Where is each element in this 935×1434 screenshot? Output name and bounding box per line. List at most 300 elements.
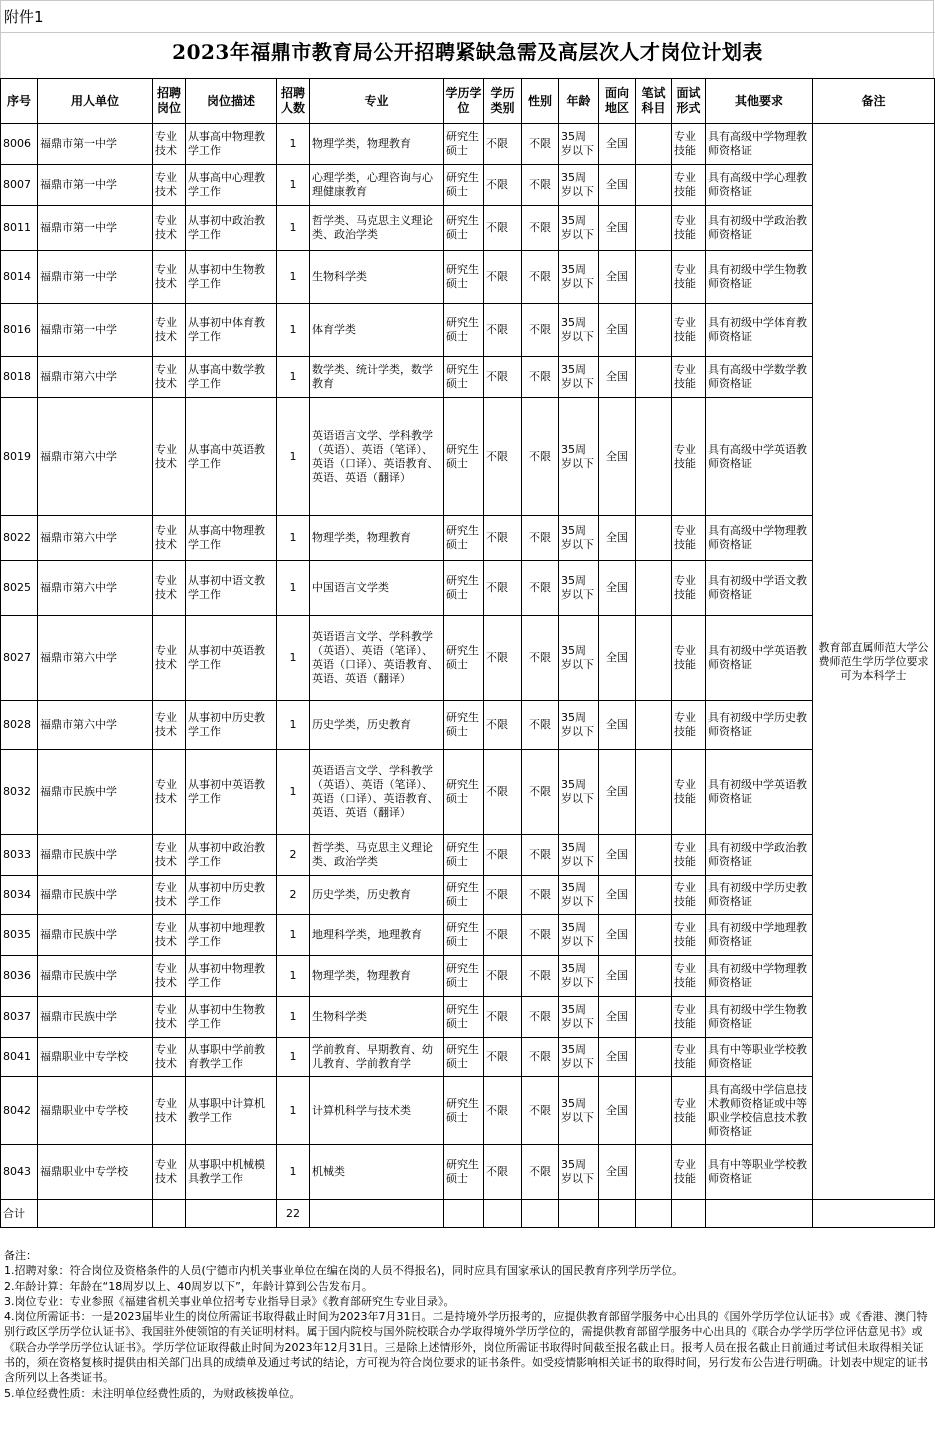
cell-degree: 研究生硕士 [444,750,484,835]
cell-age: 35周岁以下 [559,304,599,357]
cell-post: 专业技术 [153,561,186,616]
cell-written-exam [636,561,672,616]
cell-interview: 专业技能 [672,304,706,357]
cell-post: 专业技术 [153,701,186,750]
cell-count: 1 [277,251,310,304]
cell-seq: 8016 [1,304,38,357]
cell-degree-type: 不限 [484,165,522,206]
cell-gender: 不限 [522,956,559,997]
cell-age: 35周岁以下 [559,915,599,956]
cell-other-requirements: 具有初级中学英语教师资格证 [706,750,813,835]
cell-description: 从事职中机械模具教学工作 [186,1145,277,1200]
cell-interview: 专业技能 [672,398,706,516]
cell-unit: 福鼎职业中专学校 [38,1038,153,1077]
cell-degree-type: 不限 [484,1038,522,1077]
cell-interview: 专业技能 [672,956,706,997]
cell-seq: 8011 [1,206,38,251]
cell-seq: 8006 [1,124,38,165]
position-plan-table [0,78,935,1228]
cell-major: 中国语言文学类 [310,561,444,616]
cell-gender: 不限 [522,701,559,750]
cell-gender: 不限 [522,835,559,876]
cell-degree-type: 不限 [484,835,522,876]
cell-description: 从事初中英语教学工作 [186,616,277,701]
header-count: 招聘人数 [277,79,310,124]
cell-description: 从事初中语文教学工作 [186,561,277,616]
attachment-label: 附件1 [4,8,44,26]
cell-age: 35周岁以下 [559,997,599,1038]
cell-written-exam [636,616,672,701]
cell-other-requirements: 具有初级中学生物教师资格证 [706,251,813,304]
cell-description: 从事初中生物教学工作 [186,997,277,1038]
cell-written-exam [636,1145,672,1200]
cell-written-exam [636,165,672,206]
cell-unit: 福鼎职业中专学校 [38,1145,153,1200]
cell-unit: 福鼎市第一中学 [38,251,153,304]
cell-degree-type: 不限 [484,956,522,997]
cell-unit: 福鼎市民族中学 [38,956,153,997]
cell-count: 1 [277,1145,310,1200]
cell-seq: 8019 [1,398,38,516]
cell-gender: 不限 [522,1145,559,1200]
cell-written-exam [636,357,672,398]
cell-degree: 研究生硕士 [444,357,484,398]
cell-post: 专业技术 [153,997,186,1038]
cell-major: 历史学类，历史教育 [310,701,444,750]
cell-interview: 专业技能 [672,357,706,398]
cell-other-requirements: 具有初级中学地理教师资格证 [706,915,813,956]
cell-post: 专业技术 [153,876,186,915]
cell-count: 1 [277,616,310,701]
cell-other-requirements: 具有初级中学生物教师资格证 [706,997,813,1038]
cell-count: 2 [277,835,310,876]
cell-major: 历史学类，历史教育 [310,876,444,915]
header-row [1,79,935,124]
notes-section [4,1248,930,1401]
cell-written-exam [636,304,672,357]
cell-post: 专业技术 [153,251,186,304]
cell-seq: 8036 [1,956,38,997]
cell-age: 35周岁以下 [559,876,599,915]
cell-major: 物理学类，物理教育 [310,124,444,165]
note-item: 1.招聘对象：符合岗位及资格条件的人员(宁德市内机关事业单位在编在岗的人员不得报名)，同时应具有国家承认的国民教育序列学历学位。 [4,1264,684,1278]
cell-unit: 福鼎市第六中学 [38,616,153,701]
cell-degree-type: 不限 [484,251,522,304]
cell-region: 全国 [599,876,636,915]
cell-interview: 专业技能 [672,701,706,750]
cell-degree-type: 不限 [484,304,522,357]
cell-interview: 专业技能 [672,124,706,165]
cell-seq: 8014 [1,251,38,304]
cell-gender: 不限 [522,561,559,616]
cell-unit: 福鼎市民族中学 [38,750,153,835]
title-divider [0,32,935,33]
cell-count: 1 [277,398,310,516]
cell-major: 哲学类、马克思主义理论类、政治学类 [310,835,444,876]
cell-major: 英语语言文学、学科教学（英语）、英语（笔译）、英语（口译）、英语教育、英语、英语（翻译） [310,750,444,835]
cell-gender: 不限 [522,616,559,701]
cell-count: 1 [277,516,310,561]
cell-post: 专业技术 [153,1038,186,1077]
cell-seq: 8034 [1,876,38,915]
cell-count: 1 [277,915,310,956]
cell-remark: 教育部直属师范大学公费师范生学历学位要求可为本科学士 [813,124,935,1200]
cell-description: 从事初中历史教学工作 [186,876,277,915]
header-gender: 性别 [522,79,559,124]
cell-gender: 不限 [522,251,559,304]
cell-other-requirements: 具有高级中学信息技术教师资格证或中等职业学校信息技术教师资格证 [706,1077,813,1145]
cell-other-requirements: 具有中等职业学校教师资格证 [706,1145,813,1200]
cell-post: 专业技术 [153,956,186,997]
cell-other-requirements: 具有初级中学政治教师资格证 [706,835,813,876]
table-row [1,357,935,398]
cell-written-exam [636,750,672,835]
cell-degree-type: 不限 [484,915,522,956]
header-unit: 用人单位 [38,79,153,124]
cell-post: 专业技术 [153,206,186,251]
cell-post: 专业技术 [153,516,186,561]
header-other-requirements: 其他要求 [706,79,813,124]
table-row [1,124,935,165]
cell-interview: 专业技能 [672,251,706,304]
total-empty-cell [706,1200,813,1228]
cell-seq: 8027 [1,616,38,701]
total-empty-cell [153,1200,186,1228]
cell-post: 专业技术 [153,750,186,835]
header-region: 面向地区 [599,79,636,124]
total-empty-cell [636,1200,672,1228]
cell-gender: 不限 [522,876,559,915]
cell-region: 全国 [599,206,636,251]
cell-gender: 不限 [522,516,559,561]
total-empty-cell [38,1200,153,1228]
cell-region: 全国 [599,616,636,701]
cell-other-requirements: 具有高级中学英语教师资格证 [706,398,813,516]
cell-gender: 不限 [522,398,559,516]
header-remark: 备注 [813,79,935,124]
cell-age: 35周岁以下 [559,1145,599,1200]
cell-degree-type: 不限 [484,516,522,561]
cell-region: 全国 [599,398,636,516]
cell-region: 全国 [599,701,636,750]
cell-interview: 专业技能 [672,997,706,1038]
table-row [1,750,935,835]
cell-seq: 8018 [1,357,38,398]
cell-seq: 8025 [1,561,38,616]
cell-description: 从事初中政治教学工作 [186,835,277,876]
cell-unit: 福鼎市第一中学 [38,124,153,165]
cell-degree: 研究生硕士 [444,1145,484,1200]
table-row [1,206,935,251]
cell-degree-type: 不限 [484,997,522,1038]
cell-degree-type: 不限 [484,206,522,251]
cell-count: 1 [277,165,310,206]
cell-unit: 福鼎市第六中学 [38,357,153,398]
cell-major: 心理学类，心理咨询与心理健康教育 [310,165,444,206]
table-row [1,165,935,206]
total-empty-cell [813,1200,935,1228]
total-empty-cell [522,1200,559,1228]
cell-count: 1 [277,750,310,835]
cell-written-exam [636,956,672,997]
cell-other-requirements: 具有初级中学体育教师资格证 [706,304,813,357]
cell-degree-type: 不限 [484,124,522,165]
total-label: 合计 [1,1200,38,1228]
cell-unit: 福鼎市民族中学 [38,835,153,876]
cell-interview: 专业技能 [672,835,706,876]
cell-gender: 不限 [522,165,559,206]
cell-degree: 研究生硕士 [444,304,484,357]
cell-age: 35周岁以下 [559,561,599,616]
total-empty-cell [186,1200,277,1228]
cell-written-exam [636,1077,672,1145]
cell-unit: 福鼎市第一中学 [38,304,153,357]
cell-unit: 福鼎市第六中学 [38,516,153,561]
cell-degree: 研究生硕士 [444,835,484,876]
cell-post: 专业技术 [153,357,186,398]
header-written-exam: 笔试科目 [636,79,672,124]
cell-age: 35周岁以下 [559,206,599,251]
header-description: 岗位描述 [186,79,277,124]
cell-major: 机械类 [310,1145,444,1200]
cell-region: 全国 [599,516,636,561]
cell-region: 全国 [599,357,636,398]
notes-heading: 备注： [4,1249,37,1262]
cell-count: 1 [277,124,310,165]
cell-count: 1 [277,357,310,398]
cell-region: 全国 [599,915,636,956]
cell-region: 全国 [599,561,636,616]
cell-seq: 8035 [1,915,38,956]
cell-gender: 不限 [522,915,559,956]
total-count: 22 [277,1200,310,1228]
cell-degree-type: 不限 [484,1145,522,1200]
header-interview: 面试形式 [672,79,706,124]
cell-other-requirements: 具有初级中学历史教师资格证 [706,701,813,750]
header-degree: 学历学位 [444,79,484,124]
cell-unit: 福鼎市第一中学 [38,165,153,206]
cell-degree: 研究生硕士 [444,876,484,915]
cell-seq: 8033 [1,835,38,876]
cell-seq: 8022 [1,516,38,561]
cell-region: 全国 [599,124,636,165]
cell-interview: 专业技能 [672,876,706,915]
table-row [1,701,935,750]
cell-written-exam [636,124,672,165]
cell-degree-type: 不限 [484,1077,522,1145]
cell-degree-type: 不限 [484,876,522,915]
cell-major: 英语语言文学、学科教学（英语）、英语（笔译）、英语（口译）、英语教育、英语、英语（翻译） [310,398,444,516]
cell-gender: 不限 [522,357,559,398]
cell-degree: 研究生硕士 [444,956,484,997]
table-row [1,1038,935,1077]
cell-interview: 专业技能 [672,1077,706,1145]
cell-seq: 8007 [1,165,38,206]
cell-written-exam [636,835,672,876]
cell-other-requirements: 具有初级中学英语教师资格证 [706,616,813,701]
cell-age: 35周岁以下 [559,956,599,997]
total-empty-cell [484,1200,522,1228]
cell-unit: 福鼎市第六中学 [38,398,153,516]
cell-age: 35周岁以下 [559,1038,599,1077]
table-row [1,398,935,516]
cell-major: 哲学类、马克思主义理论类、政治学类 [310,206,444,251]
cell-age: 35周岁以下 [559,516,599,561]
table-row [1,956,935,997]
cell-count: 1 [277,206,310,251]
cell-count: 1 [277,1038,310,1077]
cell-other-requirements: 具有初级中学物理教师资格证 [706,956,813,997]
cell-written-exam [636,876,672,915]
cell-major: 地理科学类，地理教育 [310,915,444,956]
total-empty-cell [444,1200,484,1228]
cell-degree: 研究生硕士 [444,701,484,750]
cell-gender: 不限 [522,304,559,357]
cell-post: 专业技术 [153,304,186,357]
cell-gender: 不限 [522,206,559,251]
cell-region: 全国 [599,1077,636,1145]
cell-region: 全国 [599,251,636,304]
cell-description: 从事高中心理教学工作 [186,165,277,206]
cell-major: 生物科学类 [310,997,444,1038]
cell-post: 专业技术 [153,124,186,165]
cell-post: 专业技术 [153,165,186,206]
cell-gender: 不限 [522,997,559,1038]
cell-seq: 8042 [1,1077,38,1145]
table-row [1,561,935,616]
cell-region: 全国 [599,1145,636,1200]
cell-written-exam [636,1038,672,1077]
cell-gender: 不限 [522,750,559,835]
cell-degree-type: 不限 [484,701,522,750]
cell-degree: 研究生硕士 [444,124,484,165]
cell-description: 从事职中计算机教学工作 [186,1077,277,1145]
cell-written-exam [636,701,672,750]
cell-unit: 福鼎市第六中学 [38,561,153,616]
cell-seq: 8041 [1,1038,38,1077]
cell-other-requirements: 具有初级中学政治教师资格证 [706,206,813,251]
cell-interview: 专业技能 [672,206,706,251]
cell-description: 从事初中历史教学工作 [186,701,277,750]
cell-interview: 专业技能 [672,516,706,561]
cell-gender: 不限 [522,1077,559,1145]
cell-interview: 专业技能 [672,616,706,701]
cell-degree: 研究生硕士 [444,616,484,701]
cell-post: 专业技术 [153,398,186,516]
table-row [1,516,935,561]
table-row [1,835,935,876]
cell-major: 数学类、统计学类，数学教育 [310,357,444,398]
cell-description: 从事初中地理教学工作 [186,915,277,956]
cell-unit: 福鼎市民族中学 [38,997,153,1038]
cell-unit: 福鼎市第一中学 [38,206,153,251]
table-row [1,997,935,1038]
header-seq: 序号 [1,79,38,124]
cell-other-requirements: 具有高级中学数学教师资格证 [706,357,813,398]
cell-unit: 福鼎市第六中学 [38,701,153,750]
cell-major: 生物科学类 [310,251,444,304]
cell-post: 专业技术 [153,1145,186,1200]
cell-degree: 研究生硕士 [444,516,484,561]
note-item: 5.单位经费性质：未注明单位经费性质的，为财政核拨单位。 [4,1386,301,1400]
table-row [1,876,935,915]
cell-age: 35周岁以下 [559,357,599,398]
cell-seq: 8032 [1,750,38,835]
cell-other-requirements: 具有中等职业学校教师资格证 [706,1038,813,1077]
table-row [1,1077,935,1145]
table-row [1,304,935,357]
cell-written-exam [636,915,672,956]
cell-degree: 研究生硕士 [444,251,484,304]
cell-degree: 研究生硕士 [444,165,484,206]
cell-major: 英语语言文学、学科教学（英语）、英语（笔译）、英语（口译）、英语教育、英语、英语（翻译） [310,616,444,701]
cell-major: 体育学类 [310,304,444,357]
cell-other-requirements: 具有高级中学心理教师资格证 [706,165,813,206]
total-empty-cell [672,1200,706,1228]
cell-written-exam [636,997,672,1038]
cell-unit: 福鼎职业中专学校 [38,1077,153,1145]
cell-interview: 专业技能 [672,561,706,616]
note-item: 4.岗位所需证书：一是2023届毕业生的岗位所需证书取得截止时间为2023年7月31日。二是持境外学历报考的，应提供教育部留学服务中心出具的《国外学历学位认证书》或《香港、澳门特别行政区学历学位认证书》、我国驻外使领馆的有关证明材料。属于国内院校与国外院校联合办学取得境外学历学位的，需提供教育部留学服务中心出具的《联合办学学历学位评估意见书》或《联合办学学历学位认证书》。学历学位证取得截止时间为2023年12月31日。三是除上述情形外，岗位所需证书取得时间截至报名截止日。报考人员在报名截止日前通过考试但未取得相关证书的，须在资格复核时提供由相关部门出具的成绩单及通过考试的结论，方可视为符合岗位要求的证书条件。如受疫情影响相关证书的取得时间，另行发布公告进行明确。计划表中规定的证书含所列以上各类证书。 [4,1310,928,1385]
header-age: 年龄 [559,79,599,124]
cell-count: 1 [277,956,310,997]
cell-count: 1 [277,701,310,750]
cell-region: 全国 [599,304,636,357]
total-empty-cell [559,1200,599,1228]
cell-other-requirements: 具有初级中学语文教师资格证 [706,561,813,616]
cell-description: 从事职中学前教育教学工作 [186,1038,277,1077]
cell-description: 从事初中体育教学工作 [186,304,277,357]
page-title: 2023年福鼎市教育局公开招聘紧缺急需及高层次人才岗位计划表 [172,40,763,64]
cell-region: 全国 [599,835,636,876]
table-body [1,124,935,1228]
cell-degree-type: 不限 [484,561,522,616]
cell-post: 专业技术 [153,915,186,956]
total-empty-cell [599,1200,636,1228]
cell-degree-type: 不限 [484,398,522,516]
cell-other-requirements: 具有初级中学历史教师资格证 [706,876,813,915]
cell-major: 物理学类，物理教育 [310,956,444,997]
cell-degree-type: 不限 [484,357,522,398]
cell-gender: 不限 [522,1038,559,1077]
cell-major: 计算机科学与技术类 [310,1077,444,1145]
table-row [1,1145,935,1200]
cell-degree: 研究生硕士 [444,997,484,1038]
cell-written-exam [636,516,672,561]
cell-region: 全国 [599,997,636,1038]
cell-degree: 研究生硕士 [444,1077,484,1145]
table-row [1,251,935,304]
cell-description: 从事高中物理教学工作 [186,124,277,165]
cell-region: 全国 [599,1038,636,1077]
cell-age: 35周岁以下 [559,165,599,206]
cell-unit: 福鼎市民族中学 [38,876,153,915]
total-row [1,1200,935,1228]
cell-degree-type: 不限 [484,750,522,835]
cell-description: 从事高中物理教学工作 [186,516,277,561]
cell-interview: 专业技能 [672,165,706,206]
note-item: 3.岗位专业：专业参照《福建省机关事业单位招考专业指导目录》《教育部研究生专业目录》。 [4,1294,455,1308]
cell-written-exam [636,251,672,304]
cell-age: 35周岁以下 [559,750,599,835]
header-post: 招聘岗位 [153,79,186,124]
cell-written-exam [636,206,672,251]
cell-degree: 研究生硕士 [444,915,484,956]
cell-count: 1 [277,1077,310,1145]
cell-description: 从事高中英语教学工作 [186,398,277,516]
total-empty-cell [310,1200,444,1228]
cell-count: 1 [277,997,310,1038]
